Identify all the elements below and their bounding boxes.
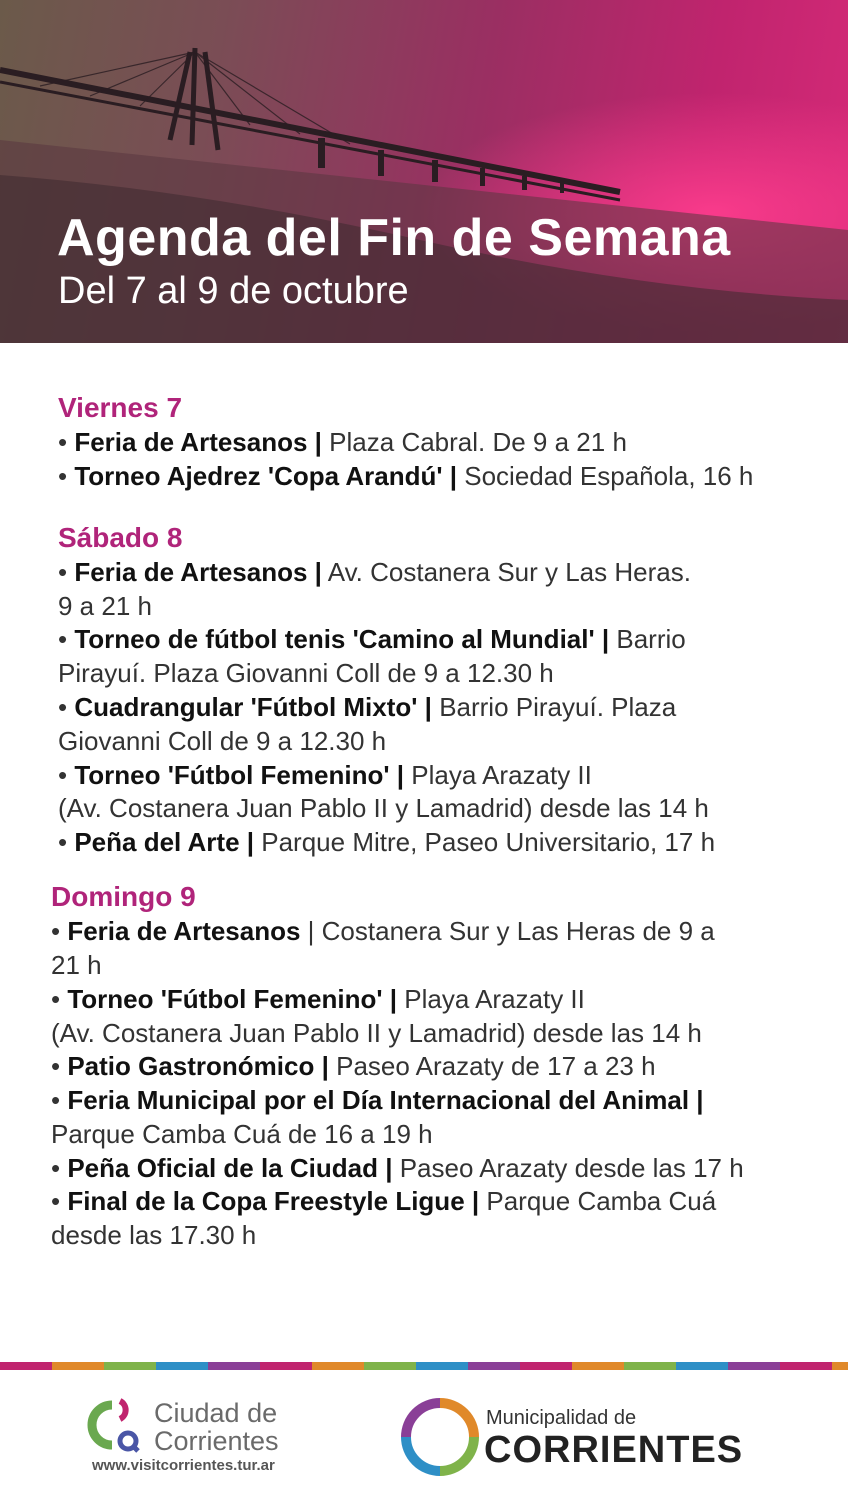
event-name: Torneo de fútbol tenis 'Camino al Mundial' | <box>74 624 610 654</box>
tourism-url: www.visitcorrientes.tur.ar <box>92 1457 275 1474</box>
event-detail-continued: Pirayuí. Plaza Giovanni Coll de 9 a 12.30 h <box>58 658 554 688</box>
logo-ciudad-de-corrientes <box>86 1395 316 1480</box>
event-name: Peña del Arte | <box>74 827 255 857</box>
event-item: • Final de la Copa Freestyle Ligue | Parque Camba Cuá <box>51 1186 717 1216</box>
event-detail-continued: 9 a 21 h <box>58 591 152 621</box>
event-detail-continued: (Av. Costanera Juan Pablo II y Lamadrid) desde las 14 h <box>58 793 709 823</box>
event-name: Feria de Artesanos | <box>74 557 322 587</box>
event-detail: Parque Mitre, Paseo Universitario, 17 h <box>254 827 716 857</box>
event-detail: Barrio <box>609 624 686 654</box>
event-detail: Sociedad Española, 16 h <box>457 461 754 491</box>
color-stripe-divider <box>0 1362 848 1370</box>
event-item: • Torneo 'Fútbol Femenino' | Playa Arazaty II <box>51 984 585 1014</box>
ciudad-logo-text: Ciudad de Corrientes <box>154 1398 279 1456</box>
day-heading-domingo: Domingo 9 <box>51 881 196 912</box>
event-item: • Patio Gastronómico | Paseo Arazaty de 17 a 23 h <box>51 1051 656 1081</box>
day-heading-sabado: Sábado 8 <box>58 522 183 553</box>
event-detail: Parque Camba Cuá <box>479 1186 717 1216</box>
event-item: • Torneo de fútbol tenis 'Camino al Mundial' | Barrio <box>58 624 686 654</box>
event-detail-continued: (Av. Costanera Juan Pablo II y Lamadrid) desde las 14 h <box>51 1018 702 1048</box>
event-item: • Feria de Artesanos | Costanera Sur y Las Heras de 9 a <box>51 916 715 946</box>
event-detail: Playa Arazaty II <box>397 984 585 1014</box>
ciudad-logo-icon <box>86 1397 146 1457</box>
event-detail: Barrio Pirayuí. Plaza <box>431 692 677 722</box>
event-detail-continued: Giovanni Coll de 9 a 12.30 h <box>58 726 387 756</box>
event-name: Feria de Artesanos | <box>74 427 322 457</box>
event-item: • Torneo Ajedrez 'Copa Arandú' | Sociedad Española, 16 h <box>58 461 754 491</box>
event-item: • Feria Municipal por el Día Internacional del Animal | <box>51 1085 704 1115</box>
event-item: • Torneo 'Fútbol Femenino' | Playa Arazaty II <box>58 760 592 790</box>
hero-banner <box>0 0 848 343</box>
event-detail-continued: Parque Camba Cuá de 16 a 19 h <box>51 1119 433 1149</box>
event-item: • Cuadrangular 'Fútbol Mixto' | Barrio Pirayuí. Plaza <box>58 692 677 722</box>
municipalidad-name: CORRIENTES <box>484 1429 744 1471</box>
event-name: Torneo 'Fútbol Femenino' | <box>67 984 398 1014</box>
municipalidad-logo-icon <box>400 1397 480 1477</box>
event-detail: | Costanera Sur y Las Heras de 9 a <box>300 916 715 946</box>
day-heading-viernes: Viernes 7 <box>58 392 183 423</box>
event-detail-continued: 21 h <box>51 950 102 980</box>
event-detail: Playa Arazaty II <box>404 760 592 790</box>
event-detail-continued: desde las 17.30 h <box>51 1220 257 1250</box>
event-item: • Feria de Artesanos | Plaza Cabral. De 9 a 21 h <box>58 427 627 457</box>
event-name: Feria Municipal por el Día Internacional del Animal | <box>67 1085 704 1115</box>
page-title: Agenda del Fin de Semana <box>57 209 731 267</box>
event-item: • Feria de Artesanos | Av. Costanera Sur y Las Heras. <box>58 557 691 587</box>
event-name: Peña Oficial de la Ciudad | <box>67 1153 393 1183</box>
event-item: • Peña del Arte | Parque Mitre, Paseo Universitario, 17 h <box>58 827 716 857</box>
event-detail: Av. Costanera Sur y Las Heras. <box>321 557 691 587</box>
event-name: Final de la Copa Freestyle Ligue | <box>67 1186 480 1216</box>
event-name: Torneo 'Fútbol Femenino' | <box>74 760 405 790</box>
event-name: Feria de Artesanos <box>67 916 301 946</box>
event-name: Cuadrangular 'Fútbol Mixto' | <box>74 692 432 722</box>
logo-municipalidad-de-corrientes <box>400 1395 760 1480</box>
event-detail: Paseo Arazaty desde las 17 h <box>392 1153 744 1183</box>
date-range-subtitle: Del 7 al 9 de octubre <box>58 270 409 312</box>
event-name: Patio Gastronómico | <box>67 1051 329 1081</box>
event-detail: Paseo Arazaty de 17 a 23 h <box>328 1051 656 1081</box>
municipalidad-label: Municipalidad de <box>486 1407 637 1429</box>
event-item: • Peña Oficial de la Ciudad | Paseo Arazaty desde las 17 h <box>51 1153 744 1183</box>
event-detail: Plaza Cabral. De 9 a 21 h <box>321 427 627 457</box>
event-name: Torneo Ajedrez 'Copa Arandú' | <box>74 461 458 491</box>
